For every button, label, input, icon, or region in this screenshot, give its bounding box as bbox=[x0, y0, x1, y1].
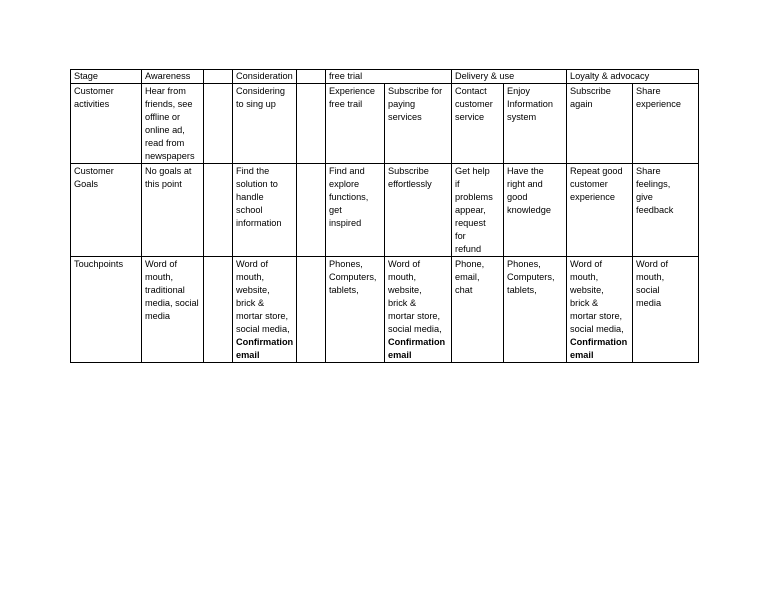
table-cell bbox=[385, 257, 452, 363]
cell-bold-text: Confirmation email bbox=[236, 337, 294, 360]
table-cell: Touchpoints bbox=[71, 257, 142, 363]
table-cell: Word of mouth, traditional media, social media bbox=[142, 257, 204, 363]
table-cell bbox=[567, 257, 633, 363]
table-cell: Subscribe effortlessly bbox=[385, 164, 452, 257]
header-cell-empty bbox=[297, 70, 326, 84]
table-cell bbox=[297, 84, 326, 164]
customer-journey-table bbox=[70, 69, 699, 363]
table-cell: Considering to sing up bbox=[233, 84, 297, 164]
table-cell bbox=[233, 257, 297, 363]
table-row-customer-goals bbox=[71, 164, 699, 257]
table-cell bbox=[297, 164, 326, 257]
table-row-customer-activities bbox=[71, 84, 699, 164]
table-cell: Find the solution to handle school information bbox=[233, 164, 297, 257]
table-row-touchpoints bbox=[71, 257, 699, 363]
table-cell: Customer Goals bbox=[71, 164, 142, 257]
header-cell-awareness: Awareness bbox=[142, 70, 204, 84]
table-cell: Phones, Computers, tablets, bbox=[326, 257, 385, 363]
header-cell-consideration: Consideration bbox=[233, 70, 297, 84]
table-cell: No goals at this point bbox=[142, 164, 204, 257]
table-cell: Contact customer service bbox=[452, 84, 504, 164]
header-cell-stage: Stage bbox=[71, 70, 142, 84]
cell-text: Word of mouth, website, brick & mortar store, social media, bbox=[236, 259, 290, 334]
header-cell-free-trial: free trial bbox=[326, 70, 452, 84]
table-cell: Subscribe for paying services bbox=[385, 84, 452, 164]
header-cell-delivery-use: Delivery & use bbox=[452, 70, 567, 84]
table-cell bbox=[204, 257, 233, 363]
cell-bold-text: Confirmation email bbox=[388, 337, 446, 360]
table-cell: Customer activities bbox=[71, 84, 142, 164]
cell-text: Word of mouth, website, brick & mortar store, social media, bbox=[570, 259, 624, 334]
table-cell: Hear from friends, see offline or online ad, read from newspapers bbox=[142, 84, 204, 164]
header-row bbox=[71, 70, 699, 84]
table-cell: Subscribe again bbox=[567, 84, 633, 164]
table-cell: Share experience bbox=[633, 84, 699, 164]
table-cell: Word of mouth, social media bbox=[633, 257, 699, 363]
table-cell: Get help if problems appear, request for refund bbox=[452, 164, 504, 257]
table-cell bbox=[297, 257, 326, 363]
header-cell-loyalty-advocacy: Loyalty & advocacy bbox=[567, 70, 699, 84]
header-cell-empty bbox=[204, 70, 233, 84]
table-cell: Phones, Computers, tablets, bbox=[504, 257, 567, 363]
cell-text: Word of mouth, website, brick & mortar store, social media, bbox=[388, 259, 442, 334]
table-cell: Find and explore functions, get inspired bbox=[326, 164, 385, 257]
table-cell: Experience free trail bbox=[326, 84, 385, 164]
table-cell bbox=[204, 164, 233, 257]
cell-bold-text: Confirmation email bbox=[570, 337, 628, 360]
table-cell: Phone, email, chat bbox=[452, 257, 504, 363]
table-cell bbox=[204, 84, 233, 164]
table-cell: Enjoy Information system bbox=[504, 84, 567, 164]
table-cell: Have the right and good knowledge bbox=[504, 164, 567, 257]
table-cell: Share feelings, give feedback bbox=[633, 164, 699, 257]
table-cell: Repeat good customer experience bbox=[567, 164, 633, 257]
